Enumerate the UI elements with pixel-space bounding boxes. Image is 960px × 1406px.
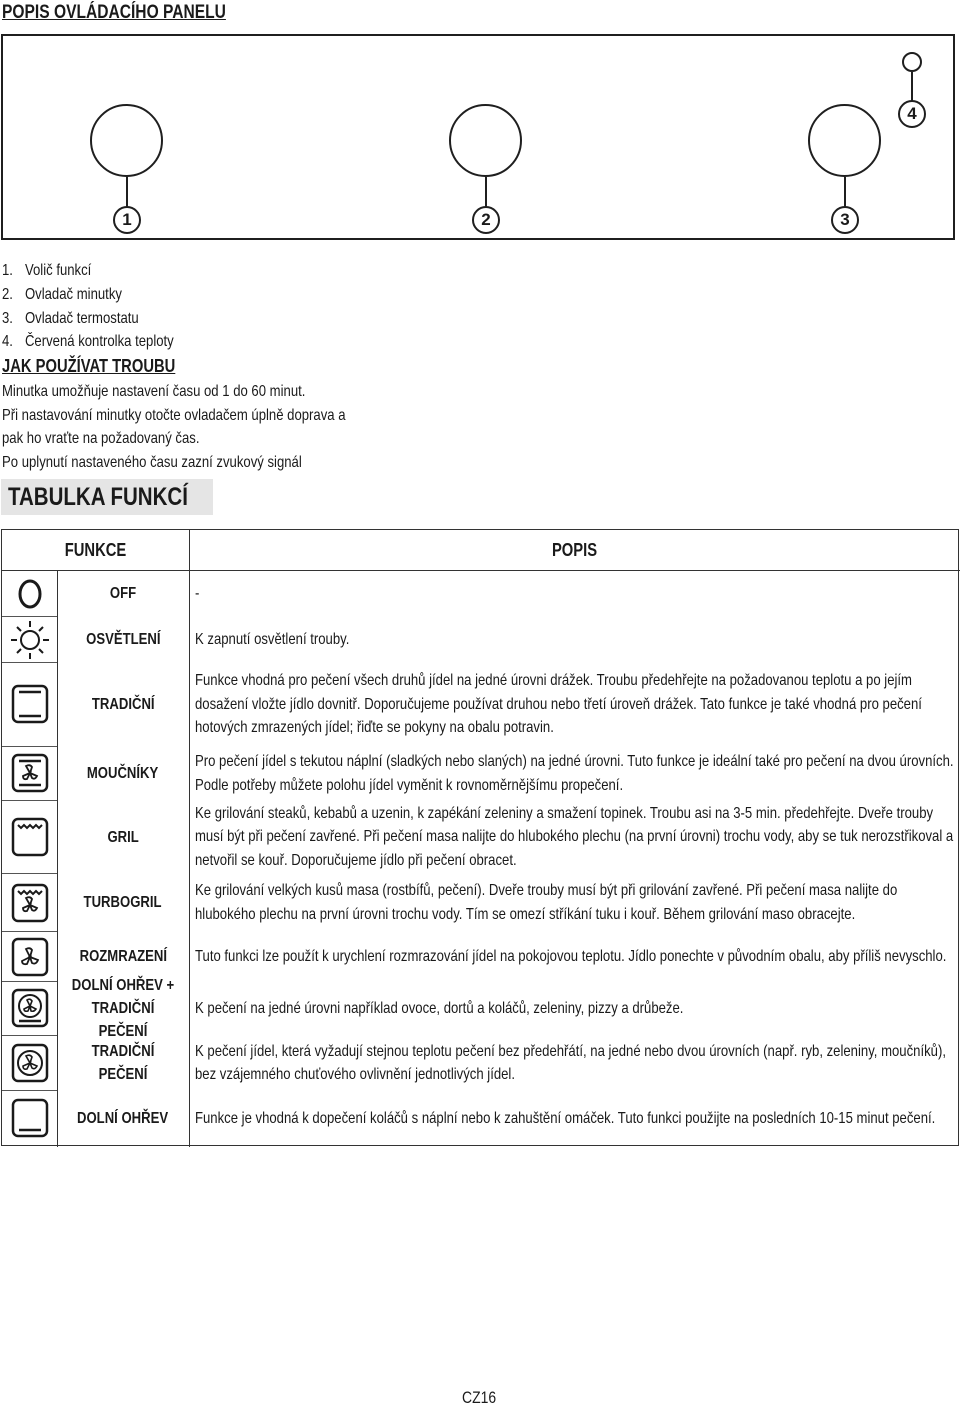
legend-item (2, 284, 122, 306)
function-description: - (195, 584, 200, 602)
legend-text: Volič funkcí (24, 262, 92, 279)
header-description-label: POPIS (552, 540, 598, 560)
table-row (2, 874, 960, 931)
table-row (2, 617, 960, 662)
function-name: ROZMRAZENÍ (79, 948, 167, 965)
function-name: OSVĚTLENÍ (85, 631, 161, 648)
function-name: TURBOGRIL (83, 894, 162, 911)
legend-item (2, 331, 174, 353)
temperature-indicator-lamp (902, 52, 922, 72)
header-function-label: FUNKCE (64, 540, 127, 560)
legend-item (2, 260, 91, 282)
functions-table (1, 529, 959, 1146)
header-description (190, 530, 960, 570)
legend-number: 4. (2, 333, 13, 350)
legend-number: 1. (2, 262, 13, 279)
function-description: Funkce vhodná pro pečení všech druhů jídel na jedné úrovni drážek. Troubu předehřejte na požadovanou teplotu a po jejím dosažení vložte jídlo dovnitř. Doporučujeme používat druhou nebo třetí úroveň drážek. Tato funkce je také vhodná pro pečení hotových zmrazených jídel; řiďte se pokyny na obalu potravin. (195, 672, 922, 737)
table-row (2, 1091, 960, 1146)
function-description: Ke grilování velkých kusů masa (rostbífů, pečení). Dveře trouby musí být při grilování zavřené. Při pečení masa nalijte do hlubokého plechu na první úrovni trochu vody. Tím se omezí stříkání tuku i kouř. Během grilování maso obracejte. (195, 882, 898, 923)
legend-number: 2. (2, 286, 13, 303)
intro-line: pak ho vraťte na požadovaný čas. (2, 430, 200, 447)
grill-icon (8, 816, 52, 858)
zero-symbol-icon (8, 575, 52, 613)
bottom-heat-icon (8, 1097, 52, 1139)
function-name: DOLNÍ OHŘEV + TRADIČNÍ PEČENÍ (71, 977, 175, 1040)
function-name: DOLNÍ OHŘEV (77, 1110, 169, 1127)
function-description: K pečení na jedné úrovni například ovoce, dortů a koláčů, zeleniny, pizzy a drůbeže. (195, 999, 684, 1017)
function-description: K zapnutí osvětlení trouby. (195, 630, 350, 648)
table-row (2, 801, 960, 873)
function-name: GRIL (107, 828, 139, 846)
table-row (2, 571, 960, 616)
function-name: TRADIČNÍ PEČENÍ (91, 1043, 155, 1083)
table-title: TABULKA FUNKCÍ (8, 483, 188, 511)
legend-text: Ovladač minutky (24, 286, 122, 303)
table-row (2, 1036, 960, 1090)
bottom-heat-fan-icon (8, 987, 52, 1029)
control-panel-diagram (1, 34, 955, 240)
legend-item (2, 308, 139, 330)
function-name: OFF (109, 585, 137, 602)
thermostat-knob[interactable] (808, 104, 881, 177)
page-number: CZ16 (462, 1388, 497, 1406)
legend-text: Ovladač termostatu (24, 310, 139, 327)
header-function (2, 530, 189, 570)
fan-bake-icon (8, 1042, 52, 1084)
function-name: TRADIČNÍ (91, 696, 155, 713)
badge-3: 3 (831, 206, 859, 234)
table-row (2, 663, 960, 746)
function-description: Funkce je vhodná k dopečení koláčů s náplní nebo k zahuštění omáček. Tuto funkci použijte na posledních 10-15 minut pečení. (195, 1109, 936, 1127)
badge-1: 1 (113, 206, 141, 234)
table-row (2, 747, 960, 800)
turbogrill-icon (8, 882, 52, 924)
timer-knob[interactable] (449, 104, 522, 177)
function-description: K pečení jídel, která vyžadují stejnou teplotu pečení bez předehřátí, na jedné nebo dvou úrovních (např. ryb, zeleniny, moučníků), bez vzájemného chuťového ovlivnění jednotlivých jídel. (195, 1042, 946, 1083)
function-selector-knob[interactable] (90, 104, 163, 177)
badge-4: 4 (898, 100, 926, 128)
legend-text: Červená kontrolka teploty (24, 333, 174, 350)
function-description: Tuto funkci lze použít k urychlení rozmrazování jídel na pokojovou teplotu. Jídlo ponechte v původním obalu, aby příliš nevyschlo. (195, 947, 947, 965)
badge-2: 2 (472, 206, 500, 234)
leader-line-4 (911, 72, 913, 102)
how-to-title: JAK POUŽÍVAT TROUBU (2, 356, 176, 376)
defrost-icon (8, 936, 52, 978)
table-row (2, 977, 960, 1040)
function-name: MOUČNÍKY (87, 765, 159, 782)
function-description: Pro pečení jídel s tekutou náplní (sladkých nebo slaných) na jedné úrovni. Tuto funkce je ideální také pro pečení na dvou úrovních. Podle potřeby můžete polohu jídel vyměnit k rovnoměrnějšímu propečení. (195, 753, 954, 794)
intro-line: Minutka umožňuje nastavení času od 1 do 60 minut. (2, 383, 306, 400)
oven-light-icon (8, 619, 52, 661)
intro-line: Po uplynutí nastaveného času zazní zvukový signál (2, 454, 302, 471)
conventional-icon (8, 683, 52, 725)
pastry-icon (8, 752, 52, 794)
function-description: Ke grilování steaků, kebabů a uzenin, k zapékání zeleniny a smažení topinek. Troubu asi na 3-5 min. předehřejte. Dveře trouby musí být při pečení zavřené. Při pečení masa nalijte do hlubokého plechu (na první úrovni) trochu vody, aby se tuk nerozstřikoval a netvořil se kouř. Doporučujeme jídlo při pečení obracet. (195, 804, 954, 869)
intro-line: Při nastavování minutky otočte ovladačem úplně doprava a (2, 407, 346, 424)
page-title: POPIS OVLÁDACÍHO PANELU (2, 2, 226, 23)
legend-number: 3. (2, 310, 13, 327)
